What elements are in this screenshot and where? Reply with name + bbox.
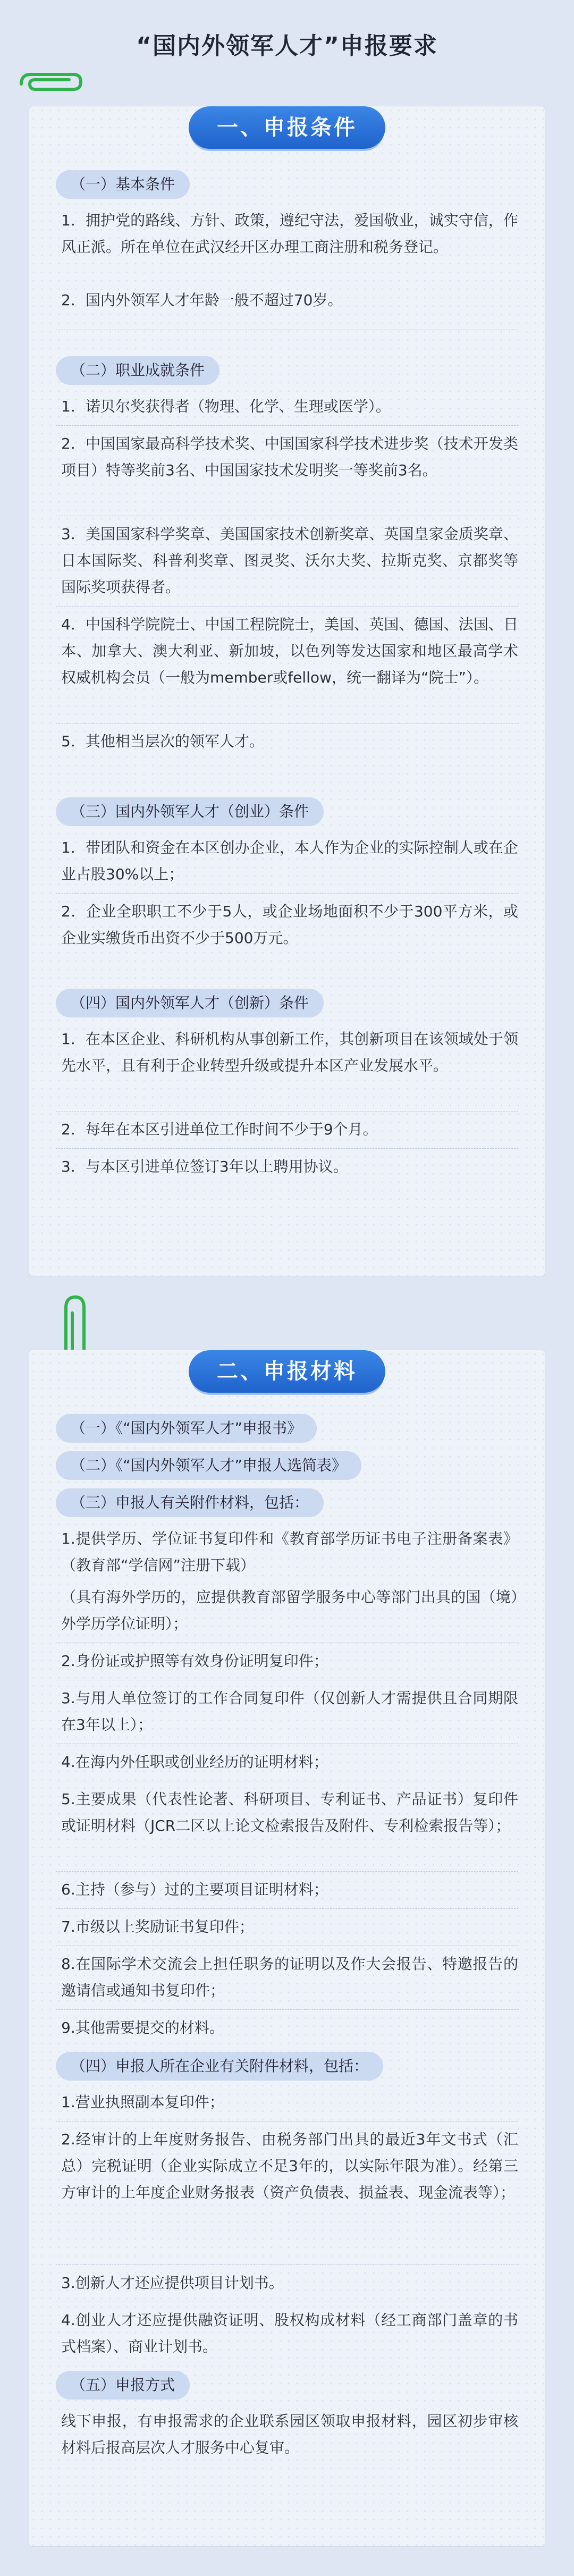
divider — [56, 1908, 518, 1909]
attach-item-1-note: （具有海外学历的，应提供教育部留学服务中心等部门出具的国（境）外学历学位证明）； — [61, 1588, 518, 1632]
career-item-2: 2．中国国家最高科学技术奖、中国国家科学技术进步奖（技术开发类项目）特等奖前3名、中国国家技术发明奖一等奖前3名。 — [61, 435, 518, 479]
page-title: “国内外领军人才”申报要求 — [136, 32, 438, 60]
career-item-5: 5．其他相当层次的领军人才。 — [61, 733, 264, 750]
career-item-1: 1．诺贝尔奖获得者（物理、化学、生理或医学）。 — [61, 398, 391, 415]
attach-item-9: 9.其他需要提交的材料。 — [61, 2019, 224, 2036]
attach-item-5: 5.主要成果（代表性论著、科研项目、专利证书、产品证书）复印件或证明材料（JCR二区以上论文检索报告及附件、专利检索报告等）； — [61, 1790, 518, 1834]
career-item-4: 4．中国科学院院士、中国工程院院士，美国、英国、德国、法国、日本、加拿大、澳大利亚、新加坡，以色列等发达国家和地区最高学术权威机构会员（一般为member或fellow，统一翻译为“院士”）。 — [61, 616, 518, 686]
conditions-card — [29, 106, 545, 1276]
attach-item-4: 4.在海内外任职或创业经历的证明材料； — [61, 1753, 328, 1771]
materials-pill-4: （四）申报人所在企业有关附件材料，包括： — [56, 2052, 383, 2081]
company-item-3: 3.创新人才还应提供项目计划书。 — [61, 2274, 284, 2292]
paperclip-icon — [16, 69, 85, 99]
materials-pill-5: （五）申报方式 — [56, 2371, 190, 2400]
startup-item-1: 1．带团队和资金在本区创办企业，本人作为企业的实际控制人或在企业占股30%以上； — [61, 839, 518, 883]
divider — [56, 893, 518, 894]
career-item-3: 3．美国国家科学奖章、美国国家技术创新奖章、英国皇家金质奖章、日本国际奖、科普利奖章、图灵奖、沃尔夫奖、拉斯克奖、京都奖等国际奖项获得者。 — [61, 525, 518, 596]
divider — [56, 425, 518, 426]
company-item-1: 1.营业执照副本复印件； — [61, 2093, 224, 2111]
attach-item-3: 3.与用人单位签订的工作合同复印件（仅创新人才需提供且合同期限在3年以上）； — [61, 1689, 518, 1733]
attach-item-6: 6.主持（参与）过的主要项目证明材料； — [61, 1881, 328, 1898]
innovation-item-3: 3．与本区引进单位签订3年以上聘用协议。 — [61, 1158, 348, 1175]
divider — [56, 1871, 518, 1872]
innovation-conditions-title: （四）国内外领军人才（创新）条件 — [56, 989, 324, 1017]
divider — [56, 2121, 518, 2122]
divider — [56, 2009, 518, 2010]
startup-item-2: 2．企业全职职工不少于5人，或企业场地面积不少于300平方米，或企业实缴货币出资不少于500万元。 — [61, 903, 518, 947]
innovation-item-2: 2．每年在本区引进单位工作时间不少于9个月。 — [61, 1121, 378, 1138]
divider — [56, 2264, 518, 2265]
basic-item-2: 2．国内外领军人才年龄一般不超过70岁。 — [61, 291, 343, 309]
divider — [56, 606, 518, 607]
materials-pill-2: （二）《“国内外领军人才”申报人选简表》 — [56, 1451, 361, 1480]
section-banner-conditions: 一、申报条件 — [189, 106, 385, 149]
section-banner-materials: 二、申报材料 — [189, 1350, 385, 1393]
divider — [56, 1148, 518, 1149]
attach-item-8: 8.在国际学术交流会上担任职务的证明以及作大会报告、特邀报告的邀请信或通知书复印件； — [61, 1955, 518, 1999]
application-method: 线下申报，有申报需求的企业联系园区领取申报材料，园区初步审核材料后报高层次人才服务中心复审。 — [61, 2412, 518, 2456]
company-item-2: 2.经审计的上年度财务报告、由税务部门出具的最近3年文书式（汇总）完税证明（企业实际成立不足3年的，以实际年限为准）。经第三方审计的上年度企业财务报表（资产负债表、损益表、现金流表等）； — [61, 2131, 518, 2201]
attach-item-7: 7.市级以上奖励证书复印件； — [61, 1918, 254, 1935]
attach-item-2: 2.身份证或护照等有效身份证明复印件； — [61, 1652, 328, 1670]
divider — [56, 1111, 518, 1112]
basic-conditions-title: （一）基本条件 — [56, 170, 190, 199]
materials-pill-1: （一）《“国内外领军人才”申报书》 — [56, 1414, 317, 1443]
company-item-4: 4.创业人才还应提供融资证明、股权构成材料（经工商部门盖章的书式档案）、商业计划书。 — [61, 2311, 518, 2355]
startup-conditions-title: （三）国内外领军人才（创业）条件 — [56, 797, 324, 826]
materials-pill-3: （三）申报人有关附件材料，包括： — [56, 1488, 324, 1517]
attach-item-1: 1.提供学历、学位证书复印件和《教育部学历证书电子注册备案表》（教育部“学信网”注册下载） — [61, 1530, 518, 1574]
basic-item-1: 1．拥护党的路线、方针、政策，遵纪守法，爱国敬业，诚实守信，作风正派。所在单位在武汉经开区办理工商注册和税务登记。 — [61, 212, 518, 256]
materials-card — [29, 1350, 545, 2546]
career-conditions-title: （二）职业成就条件 — [56, 356, 220, 385]
innovation-item-1: 1．在本区企业、科研机构从事创新工作，其创新项目在该领域处于领先水平，且有利于企业转型升级或提升本区产业发展水平。 — [61, 1030, 518, 1074]
